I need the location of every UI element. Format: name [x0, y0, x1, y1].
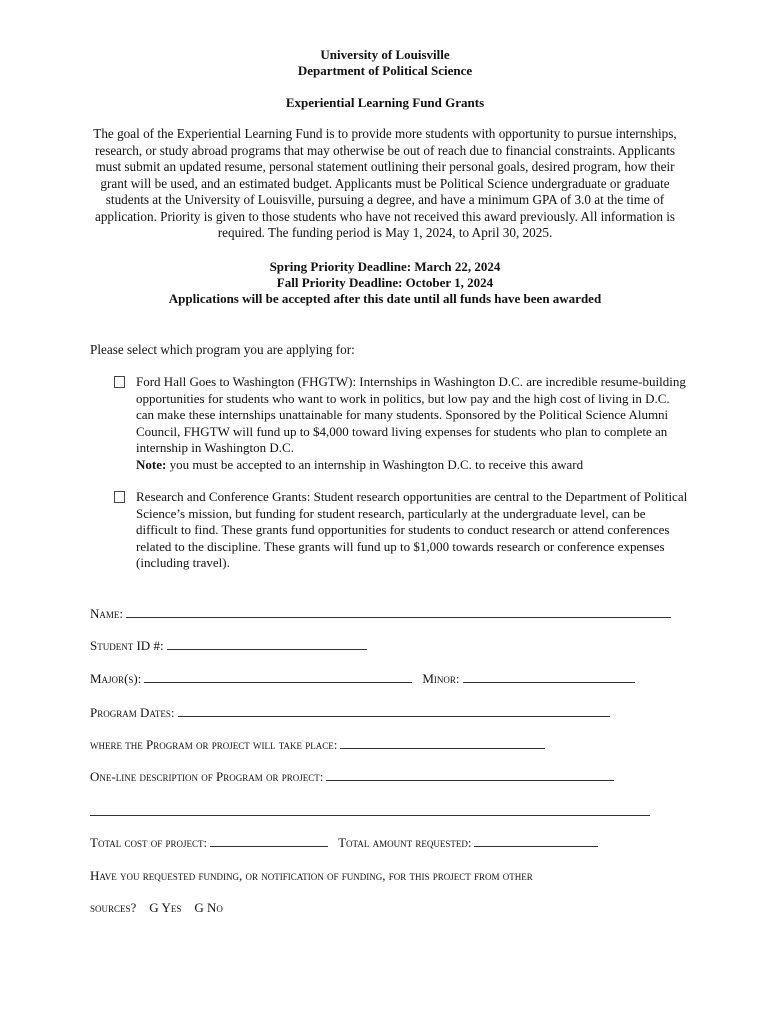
total-cost-label: Total cost of project:	[90, 835, 208, 850]
minor-label: Minor:	[422, 671, 460, 686]
no-option[interactable]: G No	[194, 900, 223, 915]
location-field	[90, 736, 545, 753]
university-name: University of Louisville	[320, 47, 450, 62]
research-checkbox[interactable]	[114, 491, 125, 503]
program-prompt: Please select which program you are applying for:	[90, 342, 355, 357]
total-requested-input[interactable]	[474, 834, 598, 847]
option-fhgtw	[114, 374, 688, 474]
minor-input[interactable]	[463, 670, 635, 683]
department-name: Department of Political Science	[297, 63, 473, 78]
late-applications-note: Applications will be accepted after this date until all funds have been awarded	[168, 291, 602, 306]
total-requested-label: Total amount requested:	[338, 835, 472, 850]
fhgtw-description	[136, 374, 688, 473]
other-funding-answer	[90, 900, 223, 916]
fhgtw-note-label: Note:	[136, 456, 167, 472]
intro-paragraph: The goal of the Experiential Learning Fund is to provide more students with opportunity to pursue internships, research, or study abroad programs that may otherwise be out of reach due to financial constraints. Applicants must submit an updated resume, personal statement outlining their personal goals, desired program, how their grant will be used, and an estimated budget. Applicants must be Political Science undergraduate or graduate students at the University of Louisville, pursuing a degree, and have a minimum GPA of 3.0 at the time of application. Priority is given to those students who have not received this award previously. All information is required. The funding period is May 1, 2024, to April 30, 2025.	[93, 126, 677, 240]
form-title: Experiential Learning Fund Grants	[285, 95, 485, 110]
majors-input[interactable]	[144, 670, 412, 683]
fhgtw-text: Ford Hall Goes to Washington (FHGTW): Internships in Washington D.C. are incredible resume-building opportunities for students who want to work in politics, but low pay and the high cost of living in D.C. can make these internships unattainable for many students. Sponsored by the Political Science Alumni Council, FHGTW will fund up to $4,000 toward living expenses for students who plan to complete an internship in Washington D.C.	[136, 374, 686, 455]
location-label: where the Program or project will take place:	[90, 737, 338, 752]
cost-field	[90, 834, 598, 851]
description-field	[90, 768, 614, 785]
name-field	[90, 605, 671, 622]
program-dates-input[interactable]	[178, 704, 610, 717]
other-funding-label: Have you requested funding, or notification of funding, for this project from other	[90, 868, 533, 883]
program-dates-label: Program Dates:	[90, 705, 175, 720]
name-label: Name:	[90, 606, 123, 621]
location-input[interactable]	[340, 736, 545, 749]
description-input[interactable]	[326, 768, 614, 781]
student-id-label: Student ID #:	[90, 638, 164, 653]
program-dates-field	[90, 704, 610, 721]
major-minor-field	[90, 670, 635, 687]
other-funding-question	[90, 868, 533, 884]
description-continued-field	[90, 803, 650, 820]
sources-label: sources?	[90, 900, 137, 915]
research-description: Research and Conference Grants: Student research opportunities are central to the Department of Political Science’s mission, but funding for student research, particularly at the undergraduate level, can be difficult to find. These grants fund opportunities for students to conduct research or attend conferences related to the discipline. These grants will fund up to $1,000 towards research or conference expenses (including travel).	[136, 489, 688, 570]
yes-option[interactable]: G Yes	[149, 900, 182, 915]
student-id-field	[90, 637, 367, 654]
spring-deadline: Spring Priority Deadline: March 22, 2024	[269, 259, 501, 274]
fhgtw-checkbox[interactable]	[114, 376, 125, 388]
fhgtw-note-text: you must be accepted to an internship in Washington D.C. to receive this award	[166, 456, 584, 472]
description-label: One-line description of Program or project:	[90, 769, 324, 784]
description-input-line-2[interactable]	[90, 803, 650, 816]
total-cost-input[interactable]	[210, 834, 328, 847]
name-input[interactable]	[126, 605, 671, 618]
majors-label: Major(s):	[90, 671, 142, 686]
fall-deadline: Fall Priority Deadline: October 1, 2024	[276, 275, 494, 290]
student-id-input[interactable]	[167, 637, 367, 650]
option-research	[114, 489, 688, 574]
